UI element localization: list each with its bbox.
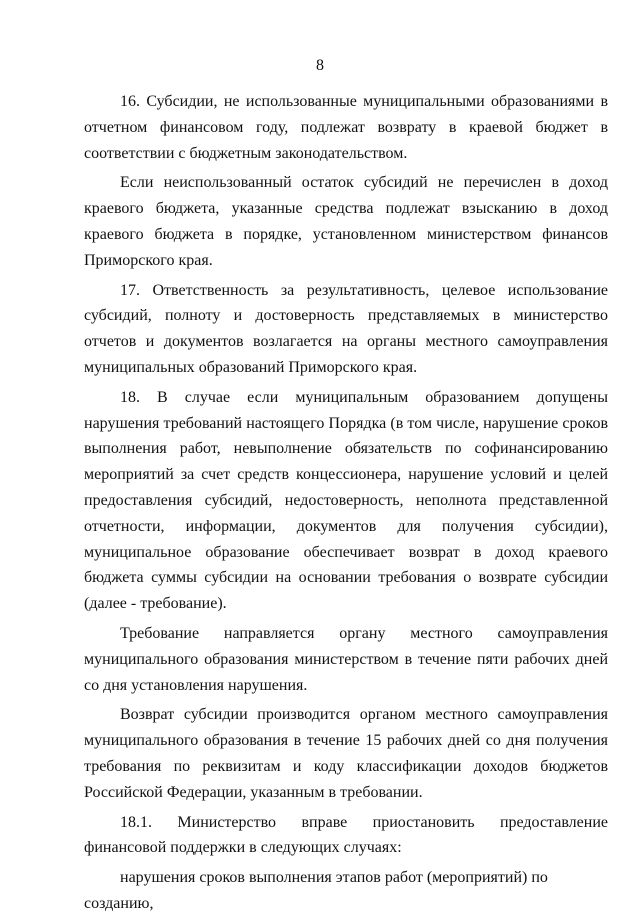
paragraph-18-requirement: Требование направляется органу местного самоуправления муниципального образования министерством в течение пяти рабочих дней со дня установления нарушения. (84, 624, 608, 694)
paragraph-18-refund: Возврат субсидии производится органом местного самоуправления муниципального образования в течение 15 рабочих дней со дня получения требования по реквизитам и коду классификации доходов бюджетов Российской Федерации, указанным в требовании. (84, 706, 608, 801)
document-body (84, 89, 608, 917)
paragraph-18-1-case-1: нарушения сроков выполнения этапов работ (мероприятий) по созданию, (84, 869, 548, 912)
page-number: 8 (316, 57, 324, 74)
paragraph-18-1: 18.1. Министерство вправе приостановить предоставление финансовой поддержки в следующих случаях: (84, 813, 608, 857)
paragraph-18: 18. В случае если муниципальным образованием допущены нарушения требований настоящего Порядка (в том числе, нарушение сроков выполнения работ, невыполнение обязательств по софинансированию мероприятий за счет средств концессионера, нарушение условий и целей предоставления субсидий, недостоверность, неполнота представленной отчетности, информации, документов для получения субсидии), муниципальное образование обеспечивает возврат в доход краевого бюджета суммы субсидии на основании требования о возврате субсидии (далее - требование). (84, 388, 608, 613)
paragraph-16-unspent-balance: Если неиспользованный остаток субсидий не перечислен в доход краевого бюджета, указанные средства подлежат взысканию в доход краевого бюджета в порядке, установленном министерством финансов Приморского края. (84, 174, 608, 269)
paragraph-16: 16. Субсидии, не использованные муниципальными образованиями в отчетном финансовом году, подлежат возврату в краевой бюджет в соответствии с бюджетным законодательством. (84, 93, 608, 162)
paragraph-17: 17. Ответственность за результативность, целевое использование субсидий, полноту и достоверность представляемых в министерство отчетов и документов возлагается на органы местного самоуправления муниципальных образований Приморского края. (84, 281, 608, 376)
